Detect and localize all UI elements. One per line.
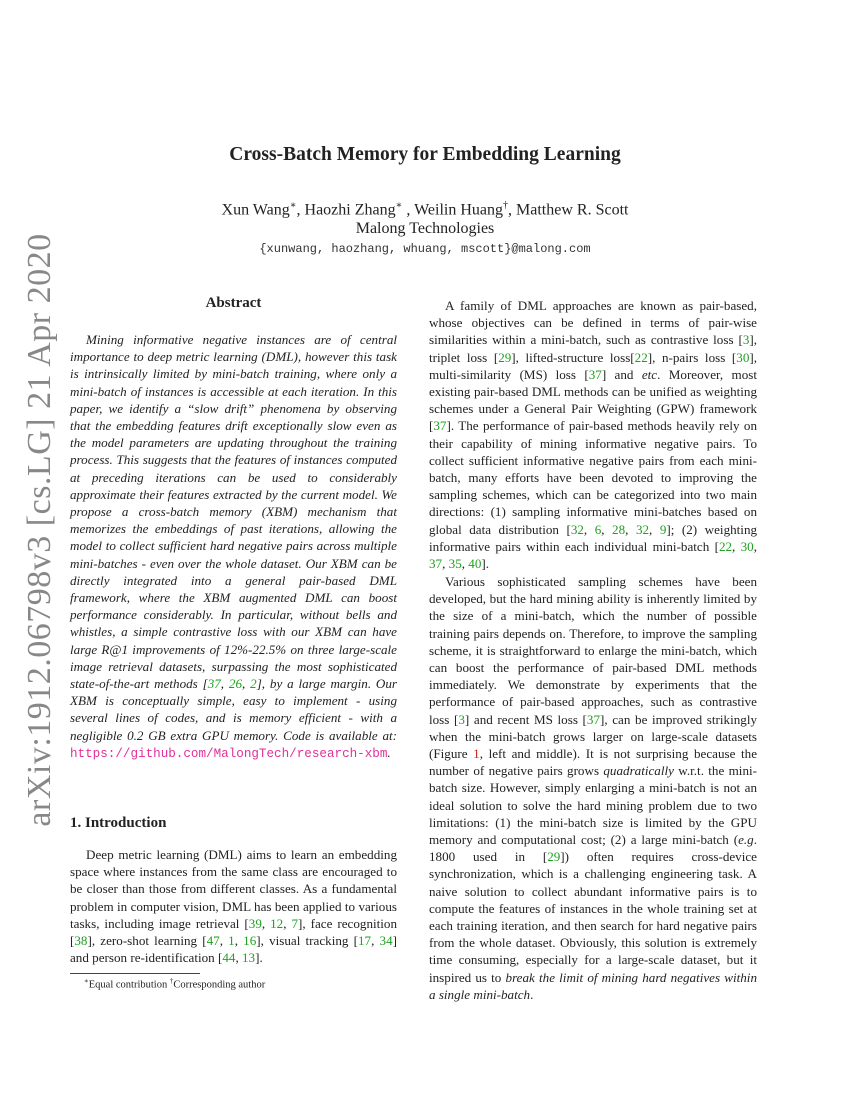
footnote-mark: † [169, 977, 174, 985]
citation-link[interactable]: 22 [634, 349, 648, 365]
body-text: Various sophisticated sampling schemes have been developed, but the hard mining ability is inherently limited by the size of a mini-batch, which the number of possible training pairs depends on. Therefore, to improve the sampling scheme, it is straightforward to enlarge the mini-batch, which can boost the performance of pair-based DML methods immediately. We demonstrate by experiments that the performance of pair-based approaches, such as contrastive loss [ [429, 574, 757, 727]
citation-link[interactable]: 38 [74, 933, 88, 949]
body-text: Deep metric learning (DML) aims to learn an embedding space where instances from the same class are encouraged to be closer than those from different classes. As a fundamental problem in computer vision, DML has been applied to various tasks, including image retrieval [ [70, 847, 397, 931]
footnote-text: Equal contribution [88, 979, 170, 991]
citation-link[interactable]: 30 [736, 349, 750, 365]
intro-paragraph [70, 846, 397, 966]
citation-link[interactable]: 1 [228, 933, 235, 949]
citation-link[interactable]: 37 [588, 366, 602, 382]
body-text: , [219, 933, 229, 949]
body-text: ]. [255, 950, 263, 966]
body-text: ] and person re-identification [ [70, 933, 397, 966]
citation-link[interactable]: 9 [659, 521, 667, 537]
body-text: , [235, 950, 242, 966]
abstract-text: . [387, 744, 391, 760]
body-text: , [625, 521, 636, 537]
author-list [0, 200, 850, 219]
abstract-text: , [220, 676, 229, 692]
body-text: ]; (2) weighting informative pairs within each individual mini-batch [ [429, 521, 758, 554]
body-text: ], triplet loss [ [429, 332, 757, 365]
equal-contribution-mark: ∗ [395, 200, 403, 211]
citation-link[interactable]: 37 [207, 676, 221, 692]
body-text: ] and recent MS loss [ [464, 711, 587, 727]
abstract-body [70, 331, 397, 763]
citation-link[interactable]: 40 [468, 556, 482, 572]
section-heading-introduction: 1. Introduction [70, 815, 167, 831]
citation-link[interactable]: 16 [243, 933, 257, 949]
body-text: ]. [481, 556, 490, 572]
body-text-emphasis: etc [641, 366, 658, 382]
citation-link[interactable]: 35 [448, 556, 462, 572]
body-text: , [442, 556, 449, 572]
body-text: , [234, 933, 244, 949]
citation-link[interactable]: 6 [594, 521, 602, 537]
author-4: Matthew R. Scott [516, 201, 629, 219]
body-text-emphasis: break the limit of mining hard negatives within a single mini-batch [429, 969, 757, 1002]
abstract-text: , [242, 676, 251, 692]
body-text: . 1800 used in [ [429, 832, 757, 865]
citation-link[interactable]: 29 [498, 349, 512, 365]
citation-link[interactable]: 12 [270, 915, 284, 931]
citation-link[interactable]: 29 [547, 849, 561, 865]
body-text: . [530, 986, 534, 1002]
footnote [84, 977, 265, 991]
citation-link[interactable]: 32 [570, 521, 584, 537]
body-text: , [461, 556, 469, 572]
author-1: Xun Wang [221, 201, 290, 219]
citation-link[interactable]: 34 [379, 933, 393, 949]
citation-link[interactable]: 3 [458, 711, 465, 727]
citation-link[interactable]: 7 [291, 915, 299, 931]
citation-link[interactable]: 30 [740, 538, 754, 554]
citation-link[interactable]: 3 [742, 332, 750, 348]
body-text: , [732, 538, 741, 554]
citation-link[interactable]: 17 [357, 933, 372, 949]
citation-link[interactable]: 47 [206, 933, 220, 949]
citation-link[interactable]: 37 [433, 418, 447, 434]
body-text: , [601, 521, 613, 537]
body-text: ], zero-shot learning [ [87, 933, 207, 949]
body-text: w.r.t. the mini-batch size. However, simply enlarging a mini-batch is not an ideal solution to solve the hard mining problem due to two limitations: (1) the mini-batch size is limited by the GPU memory and computational cost; (2) a large mini-batch ( [429, 763, 757, 848]
author-separator: , [508, 201, 517, 219]
body-text: , [583, 521, 595, 537]
author-2: Haozhi Zhang [304, 201, 396, 219]
author-separator: , [296, 201, 305, 219]
arxiv-stamp: arXiv:1912.06798v3 [cs.LG] 21 Apr 2020 [21, 233, 58, 827]
citation-link[interactable]: 13 [241, 950, 256, 966]
body-text: ], face recognition [ [70, 915, 398, 949]
body-text: ], can be improved strikingly when the mini-batch grows larger on large-scale datasets (Figure [429, 711, 758, 762]
footnote-rule [70, 973, 200, 974]
affiliation: Malong Technologies [355, 220, 495, 237]
citation-link[interactable]: 37 [429, 556, 443, 572]
citation-link[interactable]: 28 [612, 521, 626, 537]
footnote-text: Corresponding author [173, 979, 266, 991]
citation-link[interactable]: 26 [228, 676, 243, 692]
body-text: . Moreover, most existing pair-based DML methods can be unified as weighting schemes under a General Pair Weighting (GPW) framework [ [429, 366, 757, 434]
footnote-mark: ∗ [84, 977, 89, 985]
right-paragraph-2 [429, 573, 757, 1003]
abstract-heading: Abstract [205, 295, 262, 311]
abstract-text: Mining informative negative instances are of central importance to deep metric learning (DML), however this task is intrinsically limited by mini-batch training, where only a mini-batch of instances is accessible at each iteration. In this paper, we identify a “slow drift” phenomena by observing that the embedding features drift exceptionally slow even as the model parameters are updating throughout the training process. This suggests that the features of instances computed at preceding iterations can be used to considerably approximate their features extracted by the current model. We propose a cross-batch memory (XBM) mechanism that memorizes the embeddings of past iterations, allowing the model to collect sufficient hard negative pairs across multiple mini-batches - even over the whole dataset. Our XBM can be directly integrated into a general pair-based DML framework, where the XBM augmented DML can boost performance considerably. In particular, without bells and whistles, a simple contrastive loss with our XBM can have large R@1 improvements of 12%-22.5% on three large-scale image retrieval datasets, surpassing the most sophisticated state-of-the-art methods [ [70, 332, 397, 692]
abstract-text: ], by a large margin. Our XBM is conceptually simple, easy to implement - using several lines of codes, and is memory efficient - with a negligible 0.2 GB extra GPU memory. Code is available at: [70, 676, 398, 743]
body-text: , left and middle). It is not surprising because the number of negative pairs grows [429, 746, 757, 779]
citation-link[interactable]: 2 [250, 676, 257, 692]
body-text-emphasis: quadratically [603, 763, 674, 779]
author-emails: {xunwang, haozhang, whuang, mscott}@malong.com [259, 242, 591, 256]
citation-link[interactable]: 44 [222, 950, 236, 966]
body-text: ], n-pairs loss [ [647, 349, 737, 365]
body-text: ], visual tracking [ [256, 933, 358, 949]
citation-link[interactable]: 39 [248, 915, 262, 931]
author-3: Weilin Huang [414, 201, 504, 219]
author-separator: , [402, 201, 415, 219]
body-text: , [649, 521, 660, 537]
body-text-emphasis: e.g [738, 832, 754, 848]
body-text: , [371, 933, 380, 949]
body-text: A family of DML approaches are known as pair-based, whose objectives can be defined in terms of pair-wise similarities within a mini-batch, such as contrastive loss [ [429, 298, 757, 348]
corresponding-author-mark: † [503, 200, 509, 211]
body-text: , [283, 915, 292, 931]
body-text: ] and [601, 366, 642, 382]
body-text: , [753, 538, 757, 554]
body-text: ], lifted-structure loss[ [511, 349, 635, 365]
citation-link[interactable]: 37 [586, 711, 600, 727]
right-paragraph-1 [429, 297, 757, 572]
paper-title: Cross-Batch Memory for Embedding Learning [229, 144, 621, 165]
body-text: ]. The performance of pair-based methods heavily rely on their capability of mining informative negative pairs. To collect sufficient informative negative pairs from each mini-batch, many efforts have been devoted to improving the sampling schemes, which can be categorized into two main directions: (1) sampling informative mini-batches based on global data distribution [ [429, 418, 757, 537]
citation-link[interactable]: 22 [718, 538, 733, 554]
citation-link[interactable]: 32 [635, 521, 650, 537]
body-text: , [261, 915, 271, 931]
body-text: ]) often requires cross-device synchronization, which is a challenging engineering task. A naive solution to collect abundant informative pairs is to compute the features of instances in the whole training set at each training iteration, and then search for hard negative pairs from the whole dataset. Obviously, this solution is extremely time consuming, especially for a large-scale dataset, but it inspired us to [429, 849, 757, 985]
figure-link[interactable]: 1 [473, 746, 480, 762]
equal-contribution-mark: ∗ [289, 200, 297, 211]
body-text: ], multi-similarity (MS) loss [ [429, 349, 757, 382]
code-url-link[interactable]: https://github.com/MalongTech/research-xbm [70, 746, 388, 761]
